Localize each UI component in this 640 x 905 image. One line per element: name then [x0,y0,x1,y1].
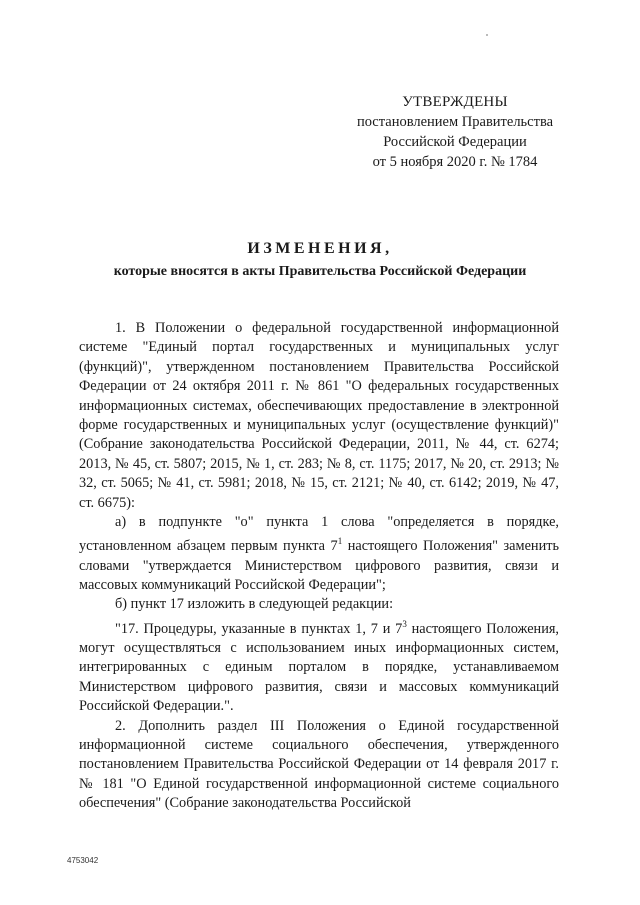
document-body [79,319,559,814]
approval-block [340,92,570,172]
paragraph-1: 1. В Положении о федеральной государственной информационной системе "Единый портал государственных и муниципальных услуг (функций)", утвержденном постановлением Правительства Российской Федерации от 24 октября 2011 г. № 861 "О федеральных государственных информационных системах, обеспечивающих предоставление в электронной форме государственных и муниципальных услуг (осуществление функций)" (Собрание законодательства Российской Федерации, 2011, № 44, ст. 6274; 2013, № 45, ст. 5807; 2015, № 1, ст. 283; № 8, ст. 1175; 2017, № 20, ст. 2913; № 32, ст. 5065; № 41, ст. 5981; 2018, № 15, ст. 2121; № 40, ст. 6142; 2019, № 47, ст. 6675): [79,320,559,511]
paragraph-5: 2. Дополнить раздел III Положения о Единой государственной информационной системе социального обеспечения, утвержденного постановлением Правительства Российской Федерации от 14 февраля 2017 г. № 181 "О Единой государственной информационной системе социального обеспечения" (Собрание законодательства Российской [79,717,559,812]
paragraph-2 [79,513,559,595]
paragraph-4-part-b: настоящего Положения, могут осуществляться с использованием иных информационных систем, интегрированных с единым порталом в порядке, устанавливаемом Министерством цифрового развития, связи и массовых коммуникаций Российской Федерации.". [79,620,559,715]
paragraph-2-superscript: 1 [337,536,343,547]
paragraph-4-part-a: "17. Процедуры, указанные в пунктах 1, 7 и 7 [115,620,403,637]
document-subtitle: которые вносятся в акты Правительства Российской Федерации [113,264,527,279]
approval-heading: УТВЕРЖДЕНЫ [402,94,508,110]
document-code: 4753042 [67,856,99,865]
scan-speck [486,34,488,36]
approval-line-3: от 5 ноября 2020 г. № 1784 [372,154,538,170]
paragraph-4 [79,615,559,717]
paragraph-2-part-b: настоящего Положения" заменить словами "утверждается Министерством цифрового развития, связи и массовых коммуникаций Российской Федерации"; [79,538,559,594]
approval-line-2: Российской Федерации [383,134,527,150]
paragraph-4-superscript: 3 [402,618,407,629]
paragraph-2-part-a: а) в подпункте "о" пункта 1 слова "определяется в порядке, установленном абзацем первым пункта 7 [79,514,559,555]
paragraph-3: б) пункт 17 изложить в следующей редакции: [115,596,394,613]
approval-line-1: постановлением Правительства [356,114,554,130]
document-title: ИЗМЕНЕНИЯ, [247,240,393,257]
